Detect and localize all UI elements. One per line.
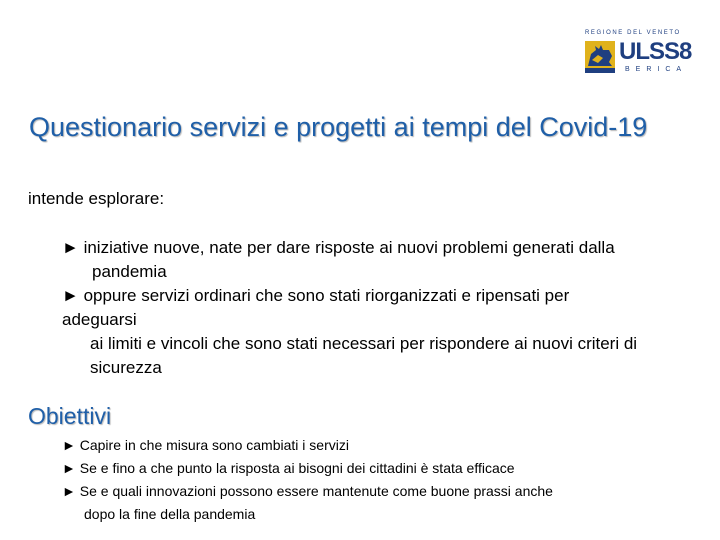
objectives-title: Obiettivi: [28, 403, 112, 429]
winged-lion-icon: [585, 41, 615, 73]
intro-text: intende esplorare:: [28, 189, 165, 208]
objective-line: Capire in che misura sono cambiati i servizi: [79, 437, 349, 453]
logo-region-text: REGIONE DEL VENETO: [585, 30, 681, 36]
bullet-arrow-icon: ►: [62, 483, 76, 499]
explore-line: pandemia: [92, 262, 167, 281]
bullet-arrow-icon: ►: [62, 286, 79, 305]
objective-item: [62, 480, 553, 503]
explore-line: sicurezza: [90, 358, 162, 377]
explore-line: oppure servizi ordinari che sono stati riorganizzati e ripensati per: [83, 286, 570, 305]
page-title: Questionario servizi e progetti ai tempi del Covid-19: [29, 112, 648, 142]
bullet-arrow-icon: ►: [62, 238, 79, 257]
objective-line: dopo la fine della pandemia: [84, 506, 256, 522]
ulss8-logo: [585, 30, 690, 78]
objective-item: [62, 434, 349, 457]
explore-line: adeguarsi: [62, 310, 137, 329]
explore-line: iniziative nuove, nate per dare risposte ai nuovi problemi generati dalla: [83, 238, 615, 257]
objective-line: Se e quali innovazioni possono essere mantenute come buone prassi anche: [79, 483, 553, 499]
objective-item: [62, 457, 515, 480]
explore-line: ai limiti e vincoli che sono stati necessari per rispondere ai nuovi criteri di: [90, 334, 638, 353]
bullet-arrow-icon: ►: [62, 437, 76, 453]
explore-item: [62, 236, 615, 260]
objective-line: Se e fino a che punto la risposta ai bisogni dei cittadini è stata efficace: [79, 460, 515, 476]
explore-item: [62, 284, 569, 308]
logo-name: ULSS8: [619, 38, 692, 65]
bullet-arrow-icon: ►: [62, 460, 76, 476]
logo-subtitle: BERICA: [625, 66, 688, 73]
